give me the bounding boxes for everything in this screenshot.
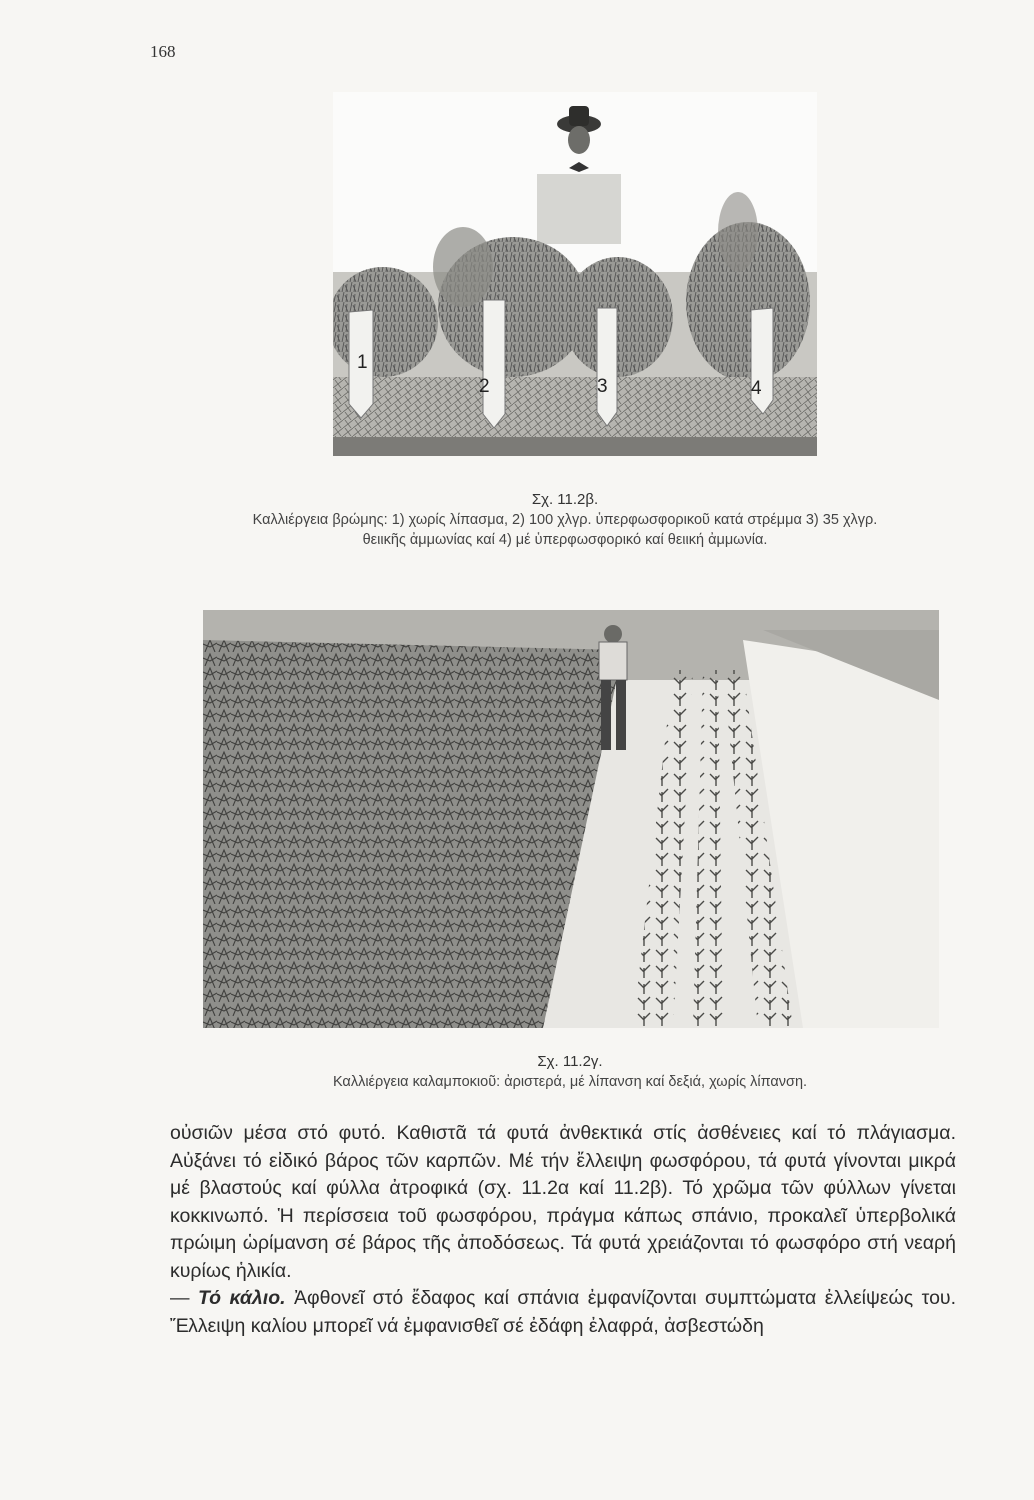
stake-2 xyxy=(483,300,505,428)
oat-field-photo xyxy=(333,92,817,456)
stake-3 xyxy=(597,308,617,426)
figure-2-label: Σχ. 11.2γ. xyxy=(537,1053,603,1070)
paragraph-potassium-text: Ἀφθονεῖ στό ἔδαφος καί σπάνια ἐμφανίζονται συμπτώματα ἐλλείψεώς του. Ἔλλειψη καλίου μπορεῖ νά ἐμφανισθεῖ σέ ἐδάφη ἐλαφρά, ἀσβεστώδη xyxy=(170,1287,957,1337)
body-text xyxy=(170,1120,956,1340)
paragraph-phosphorus: οὐσιῶν μέσα στό φυτό. Καθιστᾶ τά φυτά ἀνθεκτικά στίς ἀσθένειες καί τό πλάγιασμα. Αὐξάνει τό εἰδικό βάρος τῶν καρπῶν. Μέ τήν ἔλλειψη φωσφόρου, τά φυτά γίνονται μικρά μέ βλαστούς καί φύλλα ἀτροφικά (σχ. 11.2α καί 11.2β). Τό χρῶμα τῶν φύλλων γίνεται κοκκινωπό. Ἡ περίσσεια τοῦ φωσφόρου, πράγμα κάπως σπάνιο, προκαλεῖ ὑπερβολικά πρώιμη ὡρίμανση σέ βάρος τῆς ἀποδόσεως. Τά φυτά χρειάζονται τό φωσφόρο στή νεαρή κυρίως ἡλικία. xyxy=(170,1122,956,1282)
corn-field-photo xyxy=(203,610,939,1028)
figure-1-caption xyxy=(150,490,980,550)
figure-1-label: Σχ. 11.2β. xyxy=(531,491,599,508)
stake-1-number: 1 xyxy=(357,352,368,373)
figure-1-caption-line2: θειικῆς ἀμμωνίας καί 4) μέ ὑπερφωσφορικό καί θειική ἀμμωνία. xyxy=(362,532,768,548)
section-dash: — xyxy=(170,1287,198,1309)
figure-1-caption-line1: Καλλιέργεια βρώμης: 1) χωρίς λίπασμα, 2) 100 χλγρ. ὑπερφωσφορικοῦ κατά στρέμμα 3) 35 χλγρ. xyxy=(252,512,878,528)
section-title-potassium: Τό κάλιο. xyxy=(197,1287,286,1309)
paragraph-potassium xyxy=(170,1285,956,1340)
stake-2-number: 2 xyxy=(479,376,490,397)
stake-3-number: 3 xyxy=(597,376,608,397)
stake-4-number: 4 xyxy=(751,378,762,399)
figure-2-caption-text: Καλλιέργεια καλαμποκιοῦ: ἀριστερά, μέ λίπανση καί δεξιά, χωρίς λίπανση. xyxy=(332,1074,808,1090)
page-number: 168 xyxy=(150,42,176,61)
figure-2-caption xyxy=(200,1052,940,1092)
farmer-figure xyxy=(537,106,621,244)
